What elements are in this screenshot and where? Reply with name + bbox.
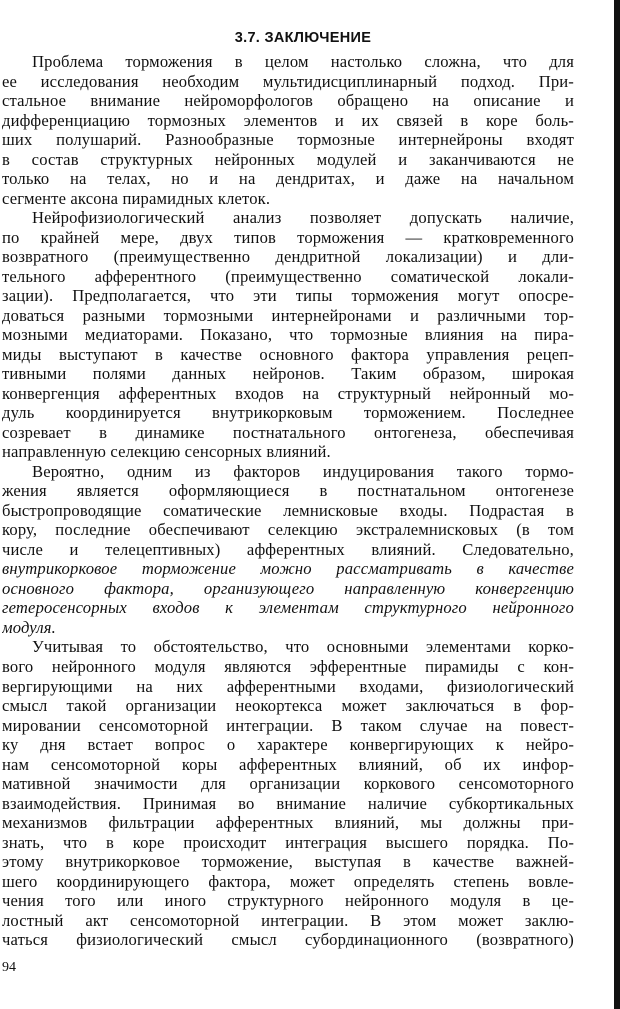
page-number: 94 <box>2 960 16 975</box>
text-line: ших полушарий. Разнообразные тормозные интернейроны входят <box>2 130 574 150</box>
text-line: кору, последние обеспечивают селекцию экстралемнисковых (в том <box>2 520 574 540</box>
page-edge-shadow <box>614 0 620 1009</box>
text-line: миды выступают в качестве основного фактора управления рецеп- <box>2 344 574 364</box>
text-line: знать, что в коре происходит интеграция высшего порядка. По- <box>2 832 574 852</box>
text-line: жения является оформляющиеся в постнатальном онтогенезе <box>2 481 574 501</box>
text-line: вергирующими на них афферентными входами, физиологический <box>2 676 574 696</box>
text-line: чения того или иного структурного нейронного модуля в це- <box>2 891 574 911</box>
text-line: по крайней мере, двух типов торможения — кратковременного <box>2 227 574 247</box>
text-line: мировании сенсомоторной интеграции. В таком случае на повест- <box>2 715 574 735</box>
text-line: шего координирующего фактора, может определять степень вовле- <box>2 871 574 891</box>
text-line: дуль координируется внутрикорковым торможением. Последнее <box>2 403 574 423</box>
text-line: Нейрофизиологический анализ позволяет допускать наличие, <box>32 208 574 228</box>
paragraph <box>2 208 574 462</box>
text-line: дифференциацию тормозных элементов и их связей в коре боль- <box>2 110 574 130</box>
text-line: лостный акт сенсомоторной интеграции. В этом может заклю- <box>2 910 574 930</box>
text-line: направленную селекцию сенсорных влияний. <box>2 442 331 462</box>
text-line: механизмов фильтрации афферентных влияний, мы должны при- <box>2 813 574 833</box>
text-line: зации). Предполагается, что эти типы торможения могут опосре- <box>2 286 574 306</box>
text-line: вого нейронного модуля являются эфферентные пирамиды с кон- <box>2 656 574 676</box>
paragraph <box>2 637 574 949</box>
text-line: возвратного (преимущественно дендритной локализации) и дли- <box>2 247 574 267</box>
text-line: доваться разными тормозными интернейронами и различными тор- <box>2 305 574 325</box>
text-line: ку дня встает вопрос о характере конвергирующих к нейро- <box>2 735 574 755</box>
text-line: смысл такой организации неокортекса может заключаться в фор- <box>2 696 574 716</box>
text-line: нам сенсомоторной коры афферентных влияний, об их инфор- <box>2 754 574 774</box>
text-line: мативной значимости для организации коркового сенсомоторного <box>2 774 574 794</box>
text-line: взаимодействия. Принимая во внимание наличие субкортикальных <box>2 793 574 813</box>
text-line: гетеросенсорных входов к элементам структурного нейронного <box>2 598 574 618</box>
text-line: Вероятно, одним из факторов индуцирования такого тормо- <box>32 461 574 481</box>
text-line: чаться физиологический смысл субординационного (возвратного) <box>2 930 574 950</box>
text-line: Учитывая то обстоятельство, что основными элементами корко- <box>32 637 574 657</box>
text-line: сегменте аксона пирамидных клеток. <box>2 188 271 208</box>
text-line: ее исследования необходим мультидисциплинарный подход. При- <box>2 71 574 91</box>
text-line: модуля. <box>2 617 56 637</box>
text-line: Проблема торможения в целом настолько сложна, что для <box>32 52 574 71</box>
body-text <box>2 52 574 950</box>
text-line: числе и телецептивных) афферентных влияний. Следовательно, <box>2 539 574 559</box>
text-line: мозными медиаторами. Показано, что тормозные влияния на пира- <box>2 325 574 345</box>
paragraph <box>2 462 574 638</box>
text-line: в состав структурных нейронных модулей и заканчиваются не <box>2 149 574 169</box>
text-line: стальное внимание нейроморфологов обращено на описание и <box>2 91 574 111</box>
text-line: быстропроводящие соматические лемнисковые входы. Подрастая в <box>2 500 574 520</box>
text-line: конвергенция афферентных входов на структурный нейронный мо- <box>2 383 574 403</box>
section-title: 3.7. ЗАКЛЮЧЕНИЕ <box>234 30 372 46</box>
text-line: внутрикорковое торможение можно рассматривать в качестве <box>2 559 574 579</box>
text-line: этому внутрикорковое торможение, выступая в качестве важней- <box>2 852 574 872</box>
text-line: основного фактора, организующего направленную конвергенцию <box>2 578 574 598</box>
text-line: тельного афферентного (преимущественно соматической локали- <box>2 266 574 286</box>
text-line: только на телах, но и на дендритах, и даже на начальном <box>2 169 574 189</box>
text-line: созревает в динамике постнатального онтогенеза, обеспечивая <box>2 422 574 442</box>
text-line: тивными полями данных нейронов. Таким образом, широкая <box>2 364 574 384</box>
paragraph <box>2 52 574 208</box>
